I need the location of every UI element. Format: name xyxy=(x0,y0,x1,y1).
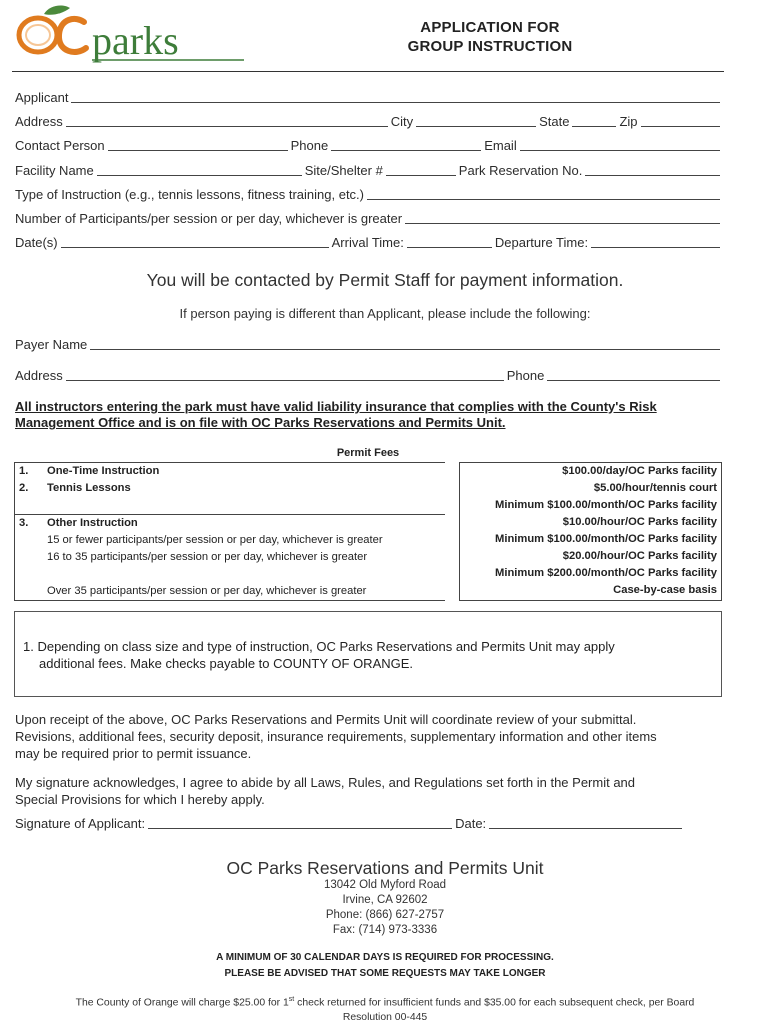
phone-field[interactable] xyxy=(331,138,481,151)
rate-3: Minimum $100.00/month/OC Parks facility xyxy=(495,499,717,511)
rate-8: Case-by-case basis xyxy=(613,584,717,596)
note-line-2: additional fees. Make checks payable to COUNTY OF ORANGE. xyxy=(39,656,414,671)
header-rule xyxy=(12,71,724,72)
dates-label: Date(s) xyxy=(15,235,58,250)
payer-address-label: Address xyxy=(15,368,63,383)
signature-paragraph: My signature acknowledges, I agree to abide by all Laws, Rules, and Regulations set forth in the Permit and Special Provisions for which I hereby apply. xyxy=(15,775,636,807)
permit-fees-heading: Permit Fees xyxy=(336,447,400,459)
applicant-label: Applicant xyxy=(15,90,69,105)
email-field[interactable] xyxy=(520,138,720,151)
fee-sub-16-to-35: 16 to 35 participants/per session or per day, whichever is greater xyxy=(47,551,368,563)
payer-phone-label: Phone xyxy=(506,368,545,383)
address-label: Address xyxy=(15,114,63,129)
date-label: Date: xyxy=(455,816,487,831)
fees-rates xyxy=(460,463,722,601)
unit-title: OC Parks Reservations and Permits Unit xyxy=(226,858,544,878)
signature-field[interactable] xyxy=(148,816,452,829)
rate-4: $10.00/hour/OC Parks facility xyxy=(562,516,717,528)
payer-address-field[interactable] xyxy=(66,368,504,381)
rate-5: Minimum $100.00/month/OC Parks facility xyxy=(495,533,717,545)
note-line-1: 1. Depending on class size and type of instruction, OC Parks Reservations and Permits Unit may apply xyxy=(23,639,615,654)
unit-phone: Phone: (866) 627-2757 xyxy=(325,909,445,921)
facility-row xyxy=(15,163,723,178)
instruction-type-field[interactable] xyxy=(367,187,720,200)
state-label: State xyxy=(539,114,570,129)
departure-time-label: Departure Time: xyxy=(494,235,589,250)
rate-6: $20.00/hour/OC Parks facility xyxy=(562,550,717,562)
rate-7: Minimum $200.00/month/OC Parks facility xyxy=(495,567,717,579)
fee-sub-15-or-fewer: 15 or fewer participants/per session or per day, whichever is greater xyxy=(47,534,383,546)
zip-field[interactable] xyxy=(641,114,720,127)
insurance-note: All instructors entering the park must have valid liability insurance that complies with the County's Risk Management Office and is on file with OC Parks Reservations and Permits Unit. xyxy=(15,399,657,430)
unit-fax: Fax: (714) 973-3336 xyxy=(332,924,438,936)
phone-label: Phone xyxy=(290,138,329,153)
review-paragraph: Upon receipt of the above, OC Parks Reservations and Permits Unit will coordinate review of your submittal. Revisions, additional fees, security deposit, insurance requirements, supplementary information and other items may be required prior to permit issuance. xyxy=(15,712,657,761)
city-label: City xyxy=(390,114,414,129)
fee-sub-over-35: Over 35 participants/per session or per day, whichever is greater xyxy=(47,585,367,597)
payer-name-label: Payer Name xyxy=(15,337,88,352)
fee-item-tennis: 2. Tennis Lessons xyxy=(19,482,131,494)
contact-person-field[interactable] xyxy=(108,138,288,151)
facility-name-label: Facility Name xyxy=(15,163,94,178)
instruction-type-label: Type of Instruction (e.g., tennis lessons, fitness training, etc.) xyxy=(15,187,365,202)
dates-row xyxy=(15,235,723,250)
fees-note-box xyxy=(14,611,722,697)
email-label: Email xyxy=(484,138,517,153)
rate-2: $5.00/hour/tennis court xyxy=(593,482,717,494)
permit-fees-table xyxy=(14,462,722,601)
title-line-1: APPLICATION FOR xyxy=(420,19,560,36)
date-field[interactable] xyxy=(489,816,682,829)
departure-time-field[interactable] xyxy=(591,235,720,248)
title-line-2: GROUP INSTRUCTION xyxy=(407,38,573,55)
contact-banner: You will be contacted by Permit Staff for payment information. xyxy=(146,270,624,290)
payer-address-row xyxy=(15,368,723,383)
park-reservation-field[interactable] xyxy=(585,163,720,176)
payer-name-row xyxy=(15,337,723,352)
signature-label: Signature of Applicant: xyxy=(15,816,146,831)
dates-field[interactable] xyxy=(61,235,329,248)
fees-left-group-2 xyxy=(15,515,446,601)
document-title xyxy=(380,18,600,56)
participants-label: Number of Participants/per session or per day, whichever is greater xyxy=(15,211,403,226)
fee-item-one-time: 1. One-Time Instruction xyxy=(19,465,160,477)
contact-row xyxy=(15,138,723,153)
contact-person-label: Contact Person xyxy=(15,138,105,153)
zip-label: Zip xyxy=(619,114,638,129)
park-reservation-label: Park Reservation No. xyxy=(458,163,583,178)
site-shelter-field[interactable] xyxy=(386,163,456,176)
unit-address xyxy=(0,878,770,938)
footer-note: The County of Orange will charge $25.00 for 1st check returned for insufficient funds and $35.00 for each subsequent check, per Board Resolution 00-445 xyxy=(75,996,695,1024)
oc-parks-logo xyxy=(14,2,254,68)
fees-left-group-1 xyxy=(15,463,446,515)
site-shelter-label: Site/Shelter # xyxy=(304,163,383,178)
address-row xyxy=(15,114,723,129)
payer-phone-field[interactable] xyxy=(547,368,720,381)
participants-field[interactable] xyxy=(405,211,720,224)
address-field[interactable] xyxy=(66,114,388,127)
payer-intro: If person paying is different than Applicant, please include the following: xyxy=(179,306,591,321)
fee-item-other: 3. Other Instruction xyxy=(19,517,138,529)
processing-warning: A MINIMUM OF 30 CALENDAR DAYS IS REQUIRED FOR PROCESSING. PLEASE BE ADVISED THAT SOME REQUESTS MAY TAKE LONGER xyxy=(216,952,554,979)
rate-1: $100.00/day/OC Parks facility xyxy=(562,465,717,477)
arrival-time-field[interactable] xyxy=(407,235,492,248)
unit-city: Irvine, CA 92602 xyxy=(342,894,428,906)
applicant-row xyxy=(15,90,723,105)
arrival-time-label: Arrival Time: xyxy=(331,235,404,250)
unit-street: 13042 Old Myford Road xyxy=(323,879,447,891)
payer-name-field[interactable] xyxy=(90,337,720,350)
instruction-type-row xyxy=(15,187,723,202)
signature-row xyxy=(15,816,685,831)
applicant-field[interactable] xyxy=(71,90,720,103)
state-field[interactable] xyxy=(572,114,616,127)
city-field[interactable] xyxy=(416,114,536,127)
svg-text:parks: parks xyxy=(92,18,179,63)
participants-row xyxy=(15,211,723,226)
facility-name-field[interactable] xyxy=(97,163,302,176)
